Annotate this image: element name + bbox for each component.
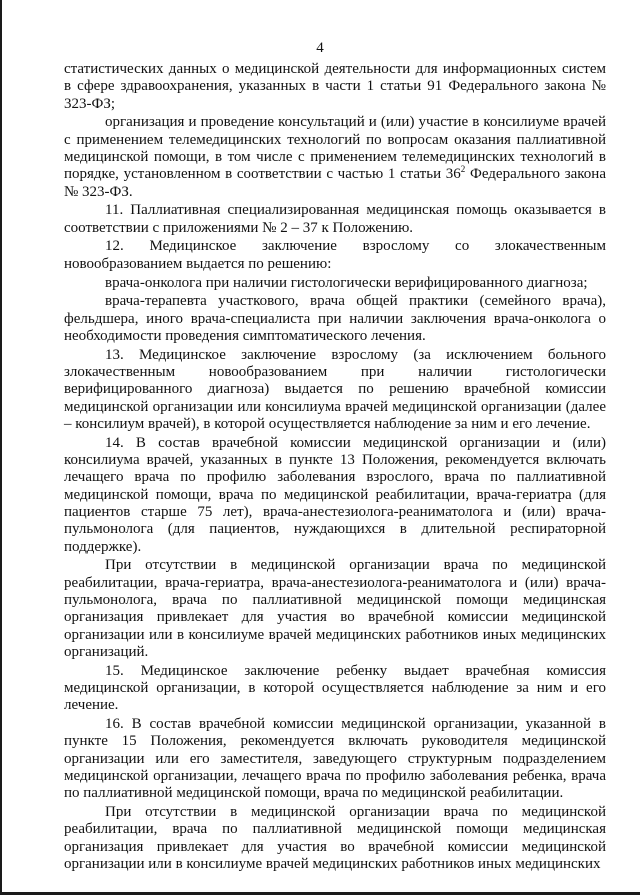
paragraph-15: 15. Медицинское заключение ребенку выдает врачебная комиссия медицинской организации, в которой осуществляется наблюдение за ним и его лечение. xyxy=(64,662,606,714)
paragraph-13: 13. Медицинское заключение взрослому (за исключением больного злокачественным новообразованием при наличии гистологически верифицированного диагноза) выдается по решению врачебной комиссии медицинской организации или консилиума врачей медицинской организации (далее – консилиум врачей), в которой осуществляется наблюдение за ним и его лечение. xyxy=(64,346,606,432)
superscript: 2 xyxy=(460,164,466,175)
paragraph-14: 14. В состав врачебной комиссии медицинской организации и (или) консилиума врачей, указанных в пункте 13 Положения, рекомендуется включать лечащего врача по профилю заболевания взрослого, врача по паллиативной медицинской помощи, врача по медицинской реабилитации, врача-гериатра (для пациентов старше 75 лет), врача-анестезиолога-реаниматолога и (или) врача-пульмонолога (для пациентов, нуждающихся в длительной респираторной поддержке). xyxy=(64,434,606,555)
paragraph-14-absence: При отсутствии в медицинской организации врача по медицинской реабилитации, врача-гериатра, врача-анестезиолога-реаниматолога и (или) врача-пульмонолога, врача по паллиативной медицинской помощи медицинская организация привлекает для участия во врачебной комиссии медицинской организации или в консилиуме врачей медицинских работников иных медицинских организаций. xyxy=(64,557,606,660)
paragraph-16: 16. В состав врачебной комиссии медицинской организации, указанной в пункте 15 Положения, рекомендуется включать руководителя медицинской организации или его заместителя, заведующего структурным подразделением медицинской организации, лечащего врача по профилю заболевания ребенка, врача по паллиативной медицинской помощи, врача по медицинской реабилитации. xyxy=(64,715,606,802)
paragraph-16-absence: При отсутствии в медицинской организации врача по медицинской реабилитации, врача по паллиативной медицинской помощи медицинская организация привлекает для участия во врачебной комиссии медицинской организации или в консилиуме врачей медицинских работников иных медицинских xyxy=(64,803,606,872)
document-body xyxy=(64,61,606,873)
page-number: 4 xyxy=(316,40,324,56)
paragraph-12: 12. Медицинское заключение взрослому со злокачественным новообразованием выдается по решению: xyxy=(64,238,606,272)
paragraph-text: организация и проведение консультаций и (или) участие в консилиуме врачей с применением телемедицинских технологий по вопросам оказания паллиативной медицинской помощи, в том числе с применением телемедицинских технологий в порядке, установленном в соответствии с частью 1 статьи 36 xyxy=(64,114,606,183)
scan-border-left xyxy=(0,0,2,895)
paragraph-11: 11. Паллиативная специализированная медицинская помощь оказывается в соответствии с приложениями № 2 – 37 к Положению. xyxy=(64,202,606,236)
paragraph-text-tail: Федерального закона № 323-ФЗ. xyxy=(64,166,606,200)
paragraph-telemedicine-item xyxy=(64,114,606,200)
paragraph-12-therapist: врача-терапевта участкового, врача общей практики (семейного врача), фельдшера, иного врача-специалиста при наличии заключения врача-онколога о необходимости проведения симптоматического лечения. xyxy=(64,293,606,344)
paragraph-12-oncologist: врача-онколога при наличии гистологически верифицированного диагноза; xyxy=(105,274,588,291)
paragraph-statistics-item: статистических данных о медицинской деятельности для информационных систем в сфере здравоохранения, указанных в части 1 статьи 91 Федерального закона № 323-ФЗ; xyxy=(64,61,606,112)
